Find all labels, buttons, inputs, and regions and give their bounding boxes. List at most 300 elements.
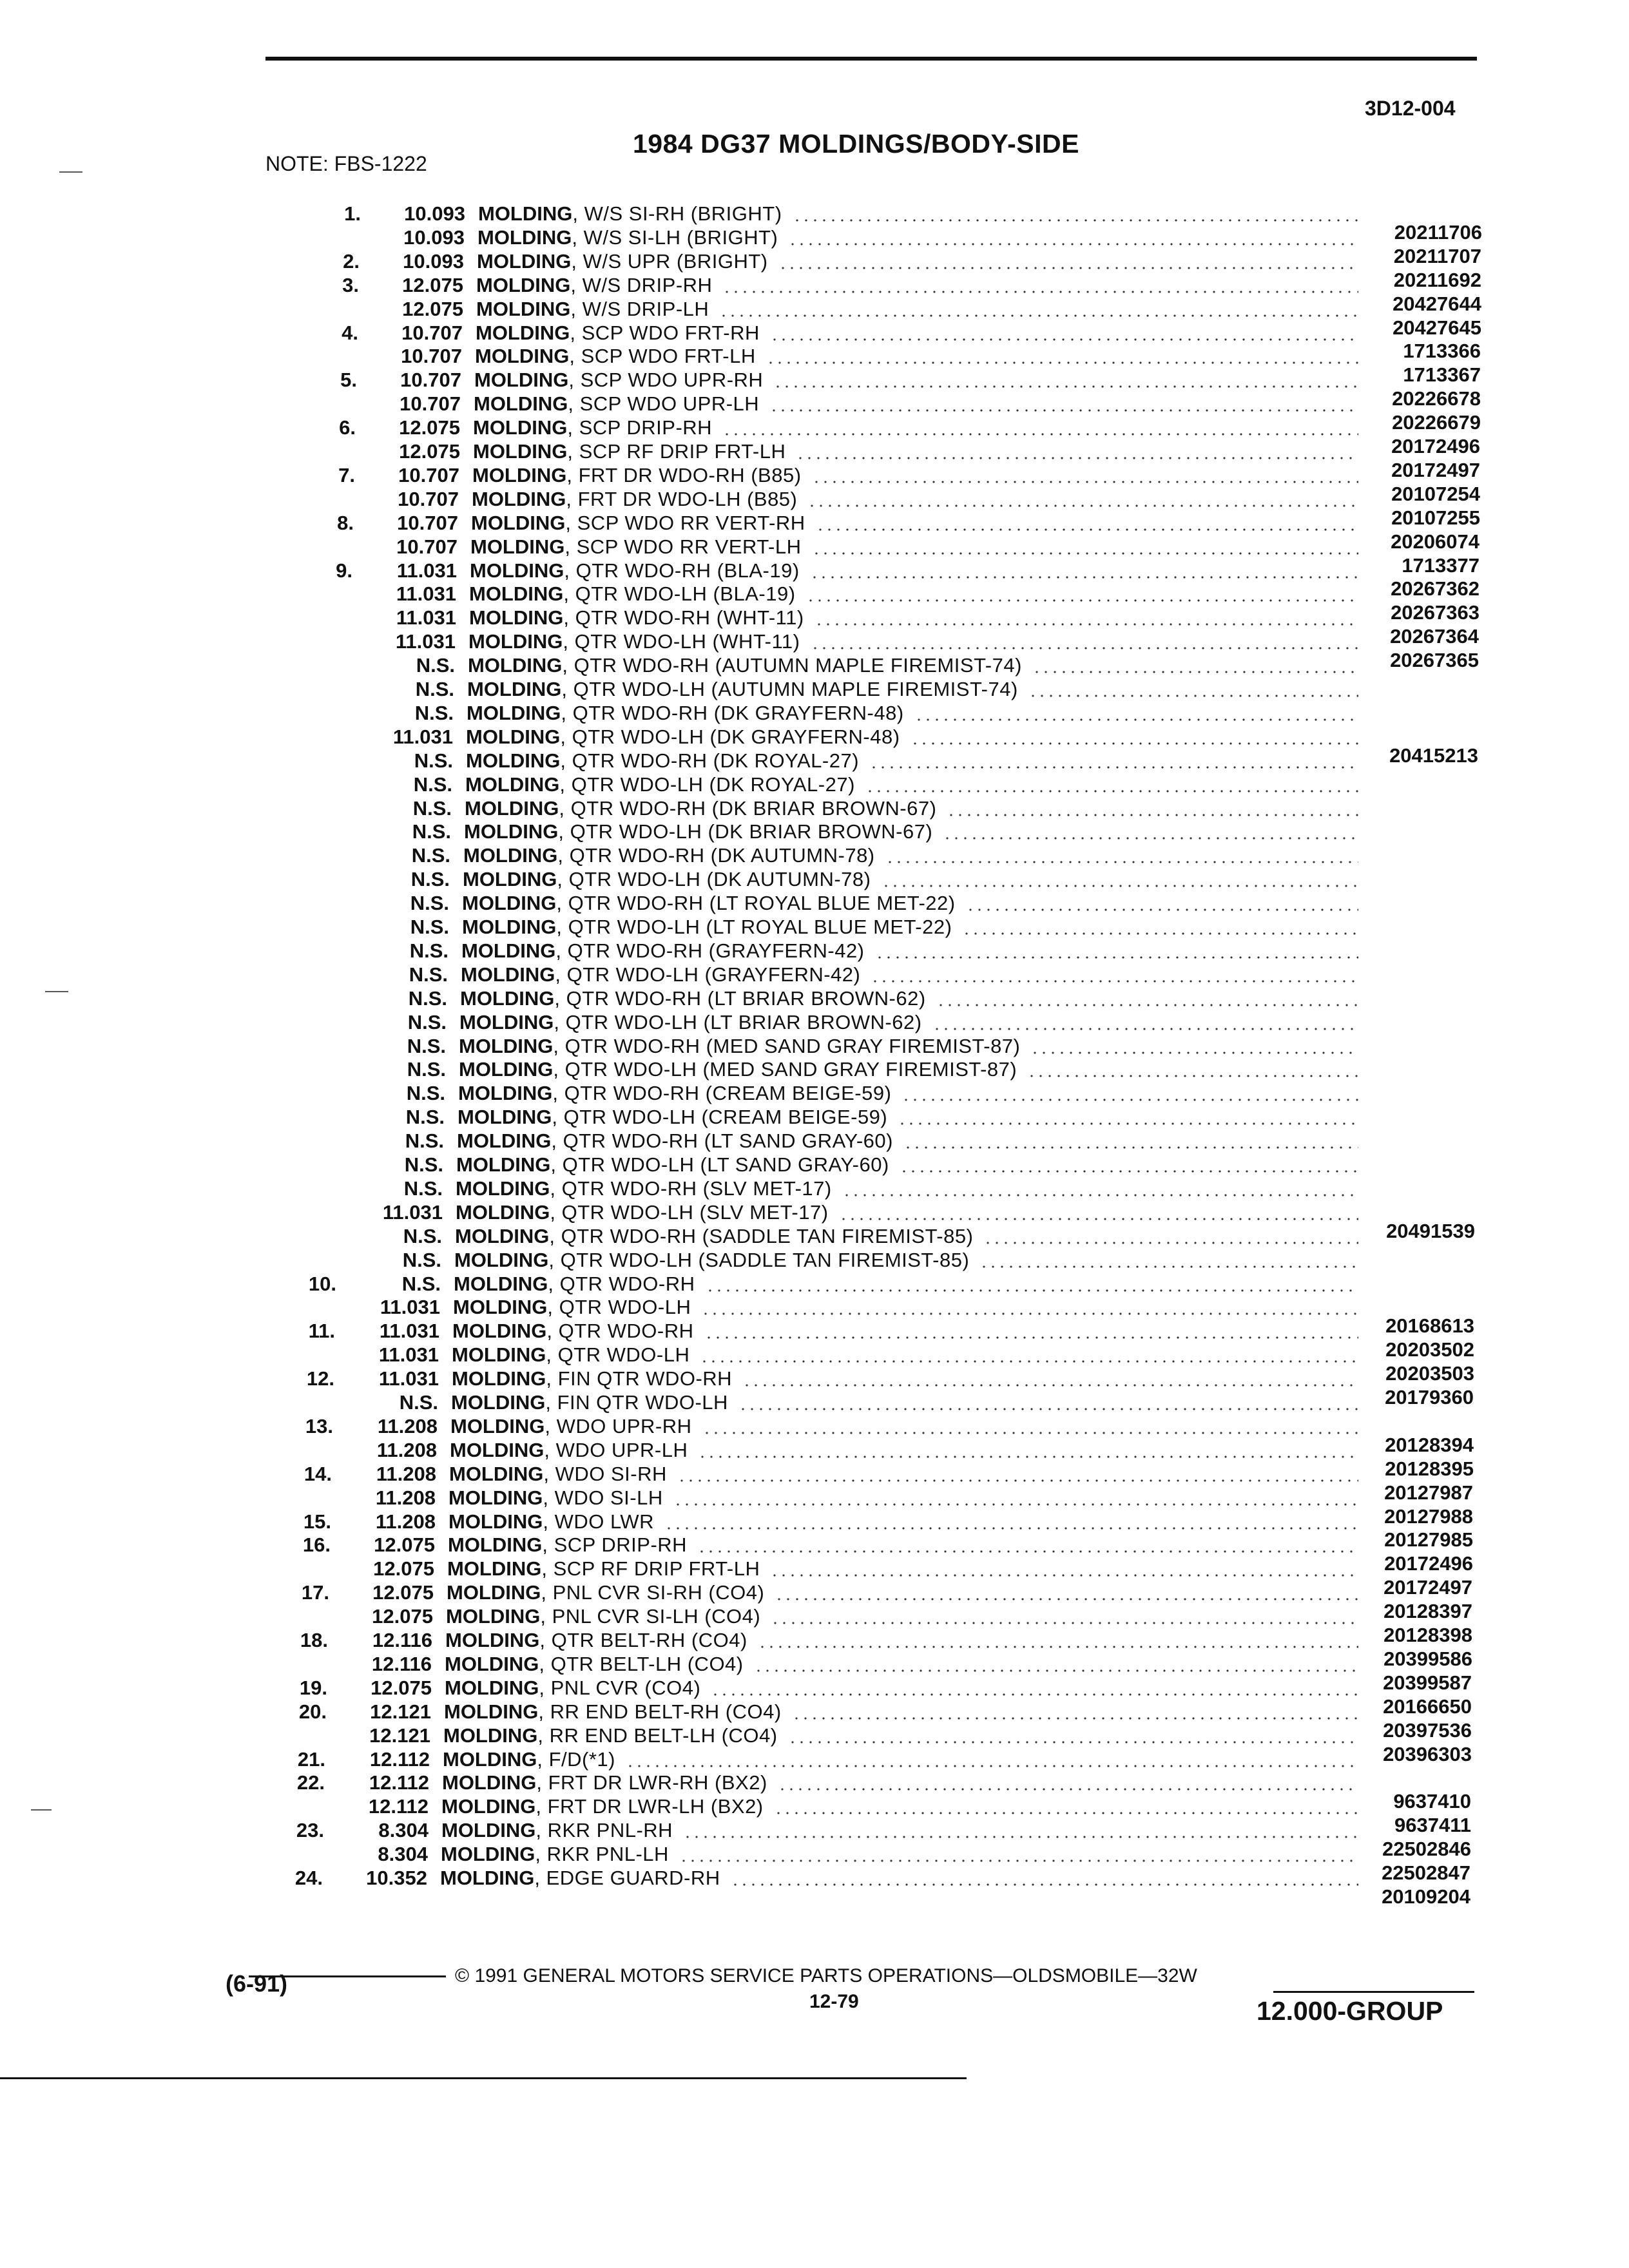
group-number: 12.075 [372, 1581, 434, 1604]
part-name [448, 1533, 687, 1557]
group-number: N.S. [414, 702, 454, 724]
ref-number: 3. [342, 274, 359, 296]
group-number: N.S. [399, 1391, 438, 1414]
part-type: MOLDING [475, 345, 570, 367]
part-type: MOLDING [465, 797, 559, 820]
ref-number: 23. [296, 1819, 324, 1841]
part-name [469, 582, 796, 606]
group-number: 11.208 [375, 1510, 436, 1533]
group-number: 11.031 [395, 630, 456, 653]
group-number: 11.031 [396, 559, 457, 582]
part-number: 20267365 [1390, 649, 1479, 671]
dot-leader [885, 861, 1358, 863]
part-type: MOLDING [477, 226, 572, 249]
part-name [472, 464, 802, 487]
part-name [458, 1082, 891, 1105]
group-number: 10.093 [403, 226, 465, 249]
part-description: , QTR WDO-RH (CREAM BEIGE-59) [552, 1082, 892, 1104]
ref-number: 22. [296, 1771, 325, 1794]
group-number: 11.208 [377, 1415, 438, 1437]
dot-leader [811, 647, 1358, 649]
table-row [0, 1106, 1629, 1129]
part-description: , QTR WDO-LH (CREAM BEIGE-59) [552, 1106, 888, 1128]
part-type: MOLDING [463, 844, 558, 867]
dot-leader [774, 1812, 1358, 1814]
group-number: N.S. [407, 1035, 446, 1057]
doc-code: 3D12-004 [1365, 97, 1456, 120]
part-name [450, 1415, 692, 1438]
ref-number: 15. [303, 1510, 331, 1533]
part-name [449, 1463, 667, 1486]
group-number: N.S. [403, 1177, 443, 1200]
part-number: 20109204 [1382, 1885, 1470, 1908]
group-number: N.S. [410, 868, 450, 890]
group-number: 12.075 [399, 416, 460, 439]
part-name [444, 1700, 782, 1724]
ref-number: 11. [308, 1320, 335, 1342]
part-name [474, 369, 763, 392]
part-type: MOLDING [444, 1700, 539, 1723]
part-number: 20127985 [1384, 1528, 1473, 1551]
dot-leader [700, 1360, 1358, 1363]
part-description: , QTR WDO-RH (DK AUTUMN-78) [557, 844, 875, 867]
part-type: MOLDING [451, 1391, 546, 1414]
part-description: , QTR WDO-LH (AUTUMN MAPLE FIREMIST-74) [561, 678, 1018, 700]
dot-leader [815, 623, 1358, 626]
part-description: , QTR WDO-RH (DK ROYAL-27) [560, 749, 860, 772]
part-number: 20211707 [1393, 245, 1481, 267]
group-number: N.S. [410, 892, 449, 914]
part-name [459, 1058, 1017, 1081]
part-number: 9637411 [1394, 1814, 1471, 1836]
part-name [451, 1391, 728, 1414]
part-description: , QTR WDO-LH (SLV MET-17) [550, 1201, 829, 1224]
part-type: MOLDING [448, 1510, 543, 1533]
dot-leader [698, 1456, 1358, 1458]
part-name [464, 820, 932, 843]
part-description: , FIN QTR WDO-RH [546, 1367, 733, 1390]
group-number: 11.031 [396, 606, 456, 629]
dot-leader [793, 219, 1358, 222]
part-description: , RKR PNL-RH [535, 1819, 673, 1841]
part-name [454, 1273, 695, 1296]
part-type: MOLDING [441, 1819, 536, 1841]
part-type: MOLDING [469, 606, 564, 629]
part-type: MOLDING [464, 820, 559, 843]
part-number: 20491539 [1386, 1220, 1475, 1242]
part-type: MOLDING [457, 1129, 552, 1152]
table-row [0, 1177, 1629, 1200]
part-description: , WDO UPR-RH [545, 1415, 692, 1437]
part-name [461, 963, 860, 986]
part-type: MOLDING [461, 939, 556, 962]
part-number: 20203503 [1385, 1362, 1474, 1385]
part-type: MOLDING [452, 1367, 546, 1390]
dot-leader [810, 576, 1358, 579]
part-type: MOLDING [442, 1771, 537, 1794]
dot-leader [738, 1408, 1358, 1410]
part-name [473, 440, 786, 463]
part-type: MOLDING [468, 630, 563, 653]
part-description: , QTR WDO-LH (DK ROYAL-27) [559, 773, 855, 796]
table-row [0, 892, 1629, 915]
part-name [467, 702, 904, 725]
part-description: , QTR WDO-LH (LT SAND GRAY-60) [550, 1153, 889, 1176]
part-name [462, 892, 956, 915]
dot-leader [766, 361, 1358, 364]
group-number: 10.707 [400, 369, 461, 391]
group-number: 12.112 [369, 1748, 430, 1771]
part-number: 9637410 [1393, 1790, 1471, 1812]
group-number: N.S. [407, 1058, 446, 1081]
part-number: 20427644 [1393, 293, 1481, 315]
part-name [470, 535, 802, 559]
part-description: , WDO UPR-LH [544, 1439, 688, 1461]
part-name [441, 1819, 673, 1842]
part-type: MOLDING [466, 749, 561, 772]
part-description: , SCP WDO UPR-RH [568, 369, 764, 391]
dot-leader [900, 1170, 1358, 1173]
group-number: N.S. [413, 773, 452, 796]
part-number: 20211692 [1393, 269, 1481, 291]
group-number: 10.707 [401, 345, 462, 367]
group-number: 12.112 [368, 1795, 429, 1818]
part-type: MOLDING [469, 582, 564, 605]
part-description: , QTR WDO-RH (MED SAND GRAY FIREMIST-87) [553, 1035, 1021, 1057]
part-number: 20128397 [1383, 1600, 1472, 1622]
part-type: MOLDING [467, 702, 561, 724]
part-description: , WDO SI-RH [543, 1463, 667, 1485]
part-type: MOLDING [441, 1843, 535, 1865]
margin-mark [59, 171, 82, 173]
ref-number: 18. [300, 1629, 328, 1651]
part-name [463, 844, 875, 867]
part-number: 20128398 [1383, 1624, 1472, 1646]
table-row [0, 1153, 1629, 1177]
group-number: N.S. [411, 844, 450, 867]
part-number: 20399587 [1383, 1671, 1472, 1694]
part-name [452, 1320, 694, 1343]
part-type: MOLDING [476, 298, 571, 320]
page-title: 1984 DG37 MOLDINGS/BODY-SIDE [633, 129, 1079, 159]
part-description: , QTR WDO-RH (DK GRAYFERN-48) [561, 702, 904, 724]
dot-leader [679, 1860, 1358, 1862]
part-description: , W/S SI-LH (BRIGHT) [572, 226, 778, 249]
revision-date: (6-91) [226, 1970, 288, 1997]
group-number: N.S. [412, 797, 452, 820]
part-type: MOLDING [447, 1557, 542, 1580]
part-type: MOLDING [467, 678, 562, 700]
part-type: MOLDING [460, 987, 555, 1010]
part-number: 20267364 [1390, 625, 1479, 648]
ref-number: 10. [308, 1273, 336, 1295]
part-name [456, 1153, 889, 1177]
group-number: 12.075 [374, 1533, 435, 1556]
part-description: , QTR WDO-LH (LT BRIAR BROWN-62) [554, 1011, 922, 1033]
part-description: , W/S SI-RH (BRIGHT) [572, 202, 782, 225]
part-description: , FRT DR WDO-LH (B85) [566, 488, 798, 510]
part-name [440, 1867, 720, 1890]
part-type: MOLDING [441, 1795, 536, 1818]
table-row [0, 649, 1629, 677]
part-type: MOLDING [470, 559, 564, 582]
part-name [457, 1129, 893, 1153]
dot-leader [869, 766, 1358, 769]
part-type: MOLDING [471, 512, 566, 534]
part-description: , RR END BELT-RH (CO4) [538, 1700, 782, 1723]
part-name [459, 1011, 922, 1034]
group-number: N.S. [407, 1011, 447, 1033]
part-name [462, 916, 952, 939]
dot-leader [697, 1550, 1358, 1553]
part-name [477, 250, 768, 273]
part-name [476, 322, 760, 345]
part-type: MOLDING [448, 1533, 543, 1556]
part-type: MOLDING [462, 916, 557, 938]
ref-number: 17. [301, 1581, 329, 1604]
table-row [0, 1249, 1629, 1272]
group-number: 11.031 [378, 1367, 439, 1390]
dot-leader [778, 267, 1358, 269]
part-name [473, 416, 712, 439]
part-name [476, 274, 712, 297]
dot-leader [722, 291, 1358, 293]
part-description: , SCP RF DRIP FRT-LH [541, 1557, 760, 1580]
dot-leader [812, 481, 1358, 483]
dot-leader [871, 980, 1358, 983]
group-number: 11.031 [379, 1320, 439, 1342]
part-description: , SCP WDO FRT-RH [570, 322, 760, 344]
group-number: 12.075 [372, 1605, 433, 1628]
group-number: N.S. [405, 1129, 444, 1152]
part-number: 20172496 [1384, 1552, 1473, 1575]
group-number: 10.707 [396, 535, 458, 558]
group-number: 10.707 [400, 392, 461, 415]
group-number: 12.121 [369, 1724, 430, 1747]
part-description: , QTR WDO-RH (GRAYFERN-42) [555, 939, 865, 962]
group-number: 10.352 [366, 1867, 427, 1889]
part-number: 20226678 [1392, 387, 1481, 410]
part-description: , QTR WDO-LH (DK GRAYFERN-48) [560, 726, 900, 748]
part-name [467, 678, 1018, 701]
dot-leader [865, 790, 1358, 793]
dot-leader [788, 243, 1358, 245]
group-number: 11.031 [396, 582, 456, 605]
dot-leader [1027, 1075, 1358, 1077]
part-description: , QTR WDO-RH (LT BRIAR BROWN-62) [554, 987, 926, 1010]
dot-leader [875, 956, 1358, 959]
part-description: , FRT DR LWR-RH (BX2) [536, 1771, 767, 1794]
table-row [0, 939, 1629, 963]
part-name [443, 1724, 778, 1747]
part-number: 20397536 [1383, 1719, 1472, 1742]
ref-number: 13. [305, 1415, 333, 1437]
part-description: , QTR WDO-RH (AUTUMN MAPLE FIREMIST-74) [562, 654, 1022, 677]
dot-leader [796, 457, 1358, 459]
dot-leader [812, 552, 1358, 555]
group-number: 11.031 [378, 1343, 439, 1366]
group-number: 10.707 [397, 512, 458, 534]
part-type: MOLDING [470, 535, 565, 558]
part-description: , FRT DR WDO-RH (B85) [566, 464, 802, 486]
part-number: 20396303 [1383, 1743, 1472, 1765]
table-row [0, 820, 1629, 843]
part-name [477, 226, 778, 249]
part-type: MOLDING [443, 1724, 538, 1747]
dot-leader [962, 932, 1358, 935]
part-type: MOLDING [448, 1486, 543, 1509]
part-description: , PNL CVR SI-LH (CO4) [540, 1605, 761, 1628]
table-row [0, 916, 1629, 939]
ref-number: 8. [337, 512, 354, 534]
dot-leader [903, 1146, 1358, 1149]
part-description: , QTR WDO-LH (BLA-19) [563, 582, 796, 605]
group-number: 8.304 [378, 1843, 428, 1865]
top-rule [265, 57, 1477, 61]
part-number: 20206074 [1391, 530, 1480, 553]
part-name [441, 1843, 669, 1866]
part-description: , WDO LWR [543, 1510, 655, 1533]
dot-leader [664, 1527, 1358, 1530]
dot-leader [839, 1218, 1358, 1220]
part-description: , SCP DRIP-RH [542, 1533, 688, 1556]
part-name [452, 1367, 732, 1390]
part-name [465, 797, 936, 820]
table-row [0, 844, 1629, 867]
part-type: MOLDING [440, 1867, 535, 1889]
dot-leader [816, 528, 1358, 531]
page-number: 12-79 [809, 1991, 859, 2012]
part-type: MOLDING [454, 1273, 548, 1295]
part-description: , PNL CVR SI-RH (CO4) [541, 1581, 765, 1604]
table-row [0, 1885, 1629, 1914]
table-row [0, 963, 1629, 986]
dot-leader [711, 1693, 1358, 1696]
dot-leader [754, 1669, 1358, 1672]
ref-number: 14. [304, 1463, 332, 1485]
table-row [0, 1082, 1629, 1105]
dot-leader [769, 409, 1358, 412]
part-description: , QTR WDO-RH (BLA-19) [564, 559, 800, 582]
dot-leader [792, 1717, 1358, 1720]
part-number: 22502846 [1382, 1838, 1471, 1860]
group-number: 10.093 [404, 202, 465, 225]
ref-number: 9. [336, 559, 352, 582]
part-type: MOLDING [466, 726, 561, 748]
part-number: 20172497 [1383, 1576, 1472, 1599]
part-type: MOLDING [459, 1058, 554, 1081]
part-number: 20211706 [1394, 221, 1482, 244]
part-description: , FIN QTR WDO-LH [545, 1391, 728, 1414]
part-type: MOLDING [450, 1439, 545, 1461]
part-description: , QTR BELT-LH (CO4) [539, 1653, 744, 1675]
part-name [460, 987, 926, 1010]
group-number: N.S. [415, 678, 454, 700]
bottom-rule [0, 2077, 967, 2079]
part-description: , W/S DRIP-RH [570, 274, 713, 296]
dot-leader [673, 1503, 1358, 1506]
group-number: 10.707 [398, 488, 459, 510]
ref-number: 12. [306, 1367, 334, 1390]
part-type: MOLDING [446, 1605, 541, 1628]
table-row [0, 1386, 1629, 1414]
group-number: 12.075 [399, 440, 460, 463]
dot-leader [771, 1622, 1358, 1624]
group-number: N.S. [412, 820, 451, 843]
ref-number: 5. [340, 369, 357, 391]
part-description: , QTR WDO-LH (LT ROYAL BLUE MET-22) [556, 916, 952, 938]
part-number: 20427645 [1393, 316, 1481, 339]
dot-leader [701, 1312, 1358, 1315]
dot-leader [677, 1479, 1358, 1482]
part-name [445, 1653, 744, 1676]
group-number: 11.208 [376, 1463, 436, 1485]
part-name [446, 1605, 760, 1628]
part-description: , RR END BELT-LH (CO4) [537, 1724, 778, 1747]
ref-number: 21. [297, 1748, 325, 1771]
part-type: MOLDING [462, 892, 557, 914]
ref-number: 2. [343, 250, 360, 273]
table-row [0, 744, 1629, 773]
part-type: MOLDING [456, 1177, 550, 1200]
group-number: 10.707 [401, 322, 463, 344]
part-name [474, 392, 759, 416]
part-type: MOLDING [454, 1249, 549, 1271]
part-type: MOLDING [458, 1082, 553, 1104]
part-number: 20226679 [1392, 411, 1481, 434]
part-name [441, 1795, 764, 1818]
part-name [476, 298, 709, 321]
table-row [0, 1058, 1629, 1081]
dot-leader [788, 1741, 1358, 1744]
dot-leader [914, 718, 1358, 721]
ref-number: 20. [298, 1700, 327, 1723]
part-type: MOLDING [452, 1320, 547, 1342]
part-name [452, 1343, 689, 1367]
group-number: 11.031 [382, 1201, 443, 1224]
part-name [445, 1629, 747, 1652]
part-description: , SCP DRIP-RH [567, 416, 713, 439]
group-number: N.S. [416, 654, 455, 677]
part-name [442, 1771, 767, 1794]
part-name [456, 1201, 829, 1224]
part-description: , SCP WDO UPR-LH [568, 392, 760, 415]
part-name [475, 345, 756, 368]
part-description: , QTR WDO-LH [546, 1343, 690, 1366]
group-number: N.S. [409, 939, 448, 962]
part-description: , EDGE GUARD-RH [534, 1867, 720, 1889]
table-row [0, 1743, 1629, 1771]
part-number: 20172497 [1391, 459, 1480, 481]
part-type: MOLDING [450, 1415, 545, 1437]
part-description: , QTR WDO-RH [548, 1273, 695, 1295]
part-description: , RKR PNL-LH [535, 1843, 669, 1865]
group-number: N.S. [403, 1225, 442, 1247]
part-type: MOLDING [445, 1653, 539, 1675]
part-number: 20179360 [1385, 1386, 1474, 1408]
part-description: , QTR WDO-RH (SLV MET-17) [550, 1177, 832, 1200]
note-text: NOTE: FBS-1222 [265, 152, 427, 175]
group-number: 11.208 [375, 1486, 436, 1509]
table-row [0, 868, 1629, 891]
part-type: MOLDING [455, 1225, 550, 1247]
part-number: 1713377 [1402, 554, 1480, 577]
ref-number: 16. [302, 1533, 331, 1556]
part-type: MOLDING [463, 868, 557, 890]
group-number: 11.031 [380, 1296, 440, 1318]
part-type: MOLDING [447, 1581, 541, 1604]
group-number: 12.116 [371, 1653, 432, 1675]
